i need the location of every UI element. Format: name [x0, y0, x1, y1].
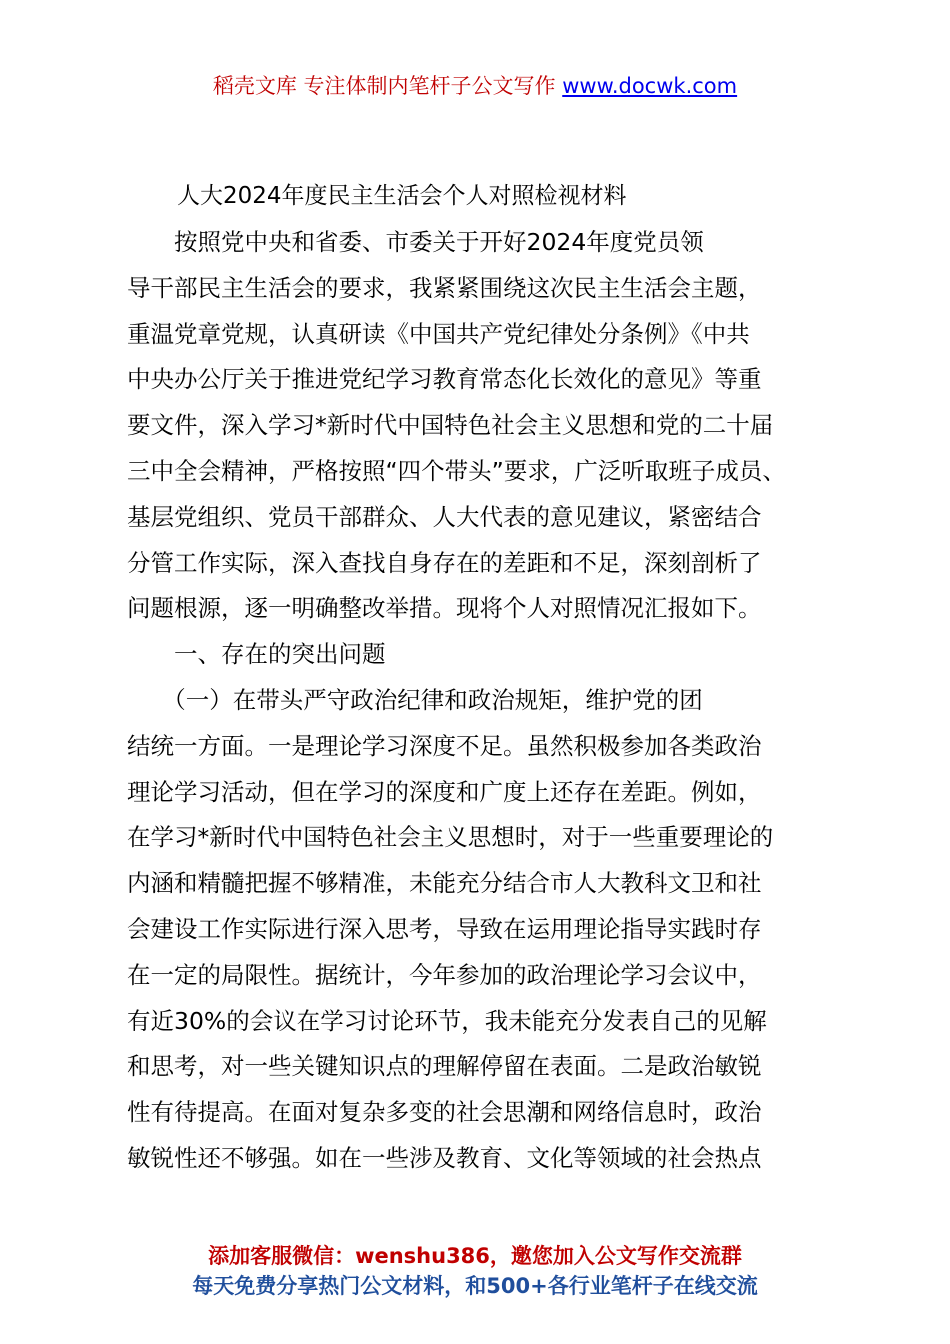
- body-line: 三中全会精神，严格按照“四个带头”要求，广泛听取班子成员、: [127, 457, 786, 485]
- body-line: 结统一方面。一是理论学习深度不足。虽然积极参加各类政治: [127, 731, 762, 760]
- body-line: 基层党组织、党员干部群众、人大代表的意见建议，紧密结合: [127, 502, 762, 531]
- body-line: 和思考，对一些关键知识点的理解停留在表面。二是政治敏锐: [127, 1052, 762, 1081]
- body-line: 会建设工作实际进行深入思考，导致在运用理论指导实践时存: [127, 915, 762, 943]
- body-line: 按照党中央和省委、市委关于开好2024年度党员领: [127, 228, 704, 256]
- body-line: 在一定的局限性。据统计，今年参加的政治理论学习会议中，: [127, 960, 762, 989]
- body-line: 分管工作实际，深入查找自身存在的差距和不足，深刻剖析了: [127, 548, 762, 577]
- header-text: 稻壳文库 专注体制内笔杆子公文写作: [212, 74, 563, 98]
- body-line: 中央办公厅关于推进党纪学习教育常态化长效化的意见》等重: [127, 365, 762, 394]
- body-line: 要文件，深入学习*新时代中国特色社会主义思想和党的二十届: [127, 411, 774, 440]
- body-line: 导干部民主生活会的要求，我紧紧围绕这次民主生活会主题，: [127, 273, 762, 302]
- body-line: 一、存在的突出问题: [127, 640, 386, 669]
- footer-line-1: 添加客服微信：wenshu386，邀您加入公文写作交流群: [208, 1244, 742, 1268]
- body-line: 问题根源，逐一明确整改举措。现将个人对照情况汇报如下。: [127, 594, 762, 623]
- footer-line-2: 每天免费分享热门公文材料，和500+各行业笔杆子在线交流: [192, 1274, 758, 1298]
- body-line: 有近30%的会议在学习讨论环节，我未能充分发表自己的见解: [127, 1006, 767, 1035]
- body-line: 性有待提高。在面对复杂多变的社会思潮和网络信息时，政治: [127, 1098, 762, 1127]
- header-link[interactable]: www.docwk.com: [562, 74, 738, 98]
- document-title: 人大2024年度民主生活会个人对照检视材料: [177, 183, 627, 209]
- body-line: 在学习*新时代中国特色社会主义思想时，对于一些重要理论的: [127, 823, 774, 852]
- body-line: 内涵和精髓把握不够精准，未能充分结合市人大教科文卫和社: [127, 869, 762, 898]
- body-line: 理论学习活动，但在学习的深度和广度上还存在差距。例如，: [127, 777, 762, 806]
- body-line: （一）在带头严守政治纪律和政治规矩，维护党的团: [127, 686, 703, 714]
- body-line: 敏锐性还不够强。如在一些涉及教育、文化等领域的社会热点: [127, 1144, 762, 1172]
- page-header: [0, 70, 950, 100]
- body-line: 重温党章党规，认真研读《中国共产党纪律处分条例》《中共: [127, 319, 750, 348]
